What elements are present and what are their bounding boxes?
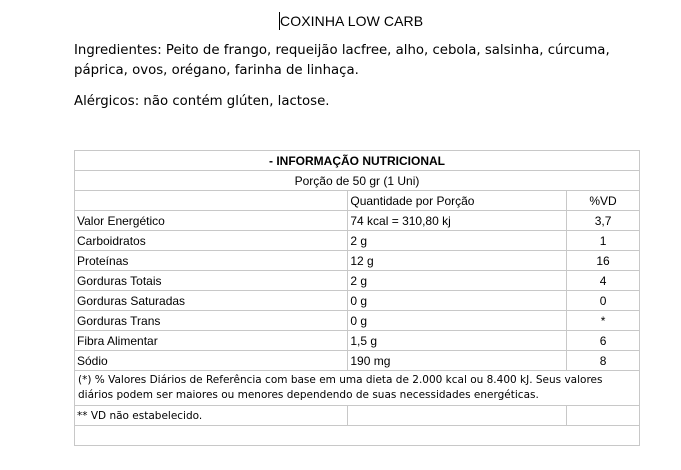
vd-not-established-note: ** VD não estabelecido. xyxy=(75,406,348,426)
nutrient-vd: 16 xyxy=(567,251,640,271)
nutrient-qty: 0 g xyxy=(348,291,567,311)
table-row xyxy=(75,311,640,331)
qty-column-header: Quantidade por Porção xyxy=(348,191,567,211)
nutrient-name: Fibra Alimentar xyxy=(75,331,348,351)
nutrient-vd: * xyxy=(567,311,640,331)
nutrient-vd: 4 xyxy=(567,271,640,291)
nutrient-qty: 190 mg xyxy=(348,351,567,371)
nutrient-vd: 1 xyxy=(567,231,640,251)
vd-footnote: (*) % Valores Diários de Referência com base em uma dieta de 2.000 kcal ou 8.400 kJ. Seus valores diários podem ser maiores ou menores dependendo de suas necessidades energéticas. xyxy=(75,371,640,406)
empty-cell xyxy=(567,406,640,426)
nutrient-vd: 0 xyxy=(567,291,640,311)
table-row xyxy=(75,351,640,371)
nutrient-vd: 6 xyxy=(567,331,640,351)
nutrient-name: Gorduras Trans xyxy=(75,311,348,331)
table-row xyxy=(75,291,640,311)
document-title: COXINHA LOW CARB xyxy=(280,13,424,29)
nutrient-qty: 0 g xyxy=(348,311,567,331)
table-row xyxy=(75,331,640,351)
empty-header-cell xyxy=(75,191,348,211)
table-row xyxy=(75,271,640,291)
nutrient-name: Carboidratos xyxy=(75,231,348,251)
nutrient-qty: 1,5 g xyxy=(348,331,567,351)
empty-cell xyxy=(348,406,567,426)
nutrient-name: Valor Energético xyxy=(75,211,348,231)
nutrient-name: Sódio xyxy=(75,351,348,371)
ingredients-text: Ingredientes: Peito de frango, requeijão lacfree, alho, cebola, salsinha, cúrcuma, páprica, ovos, orégano, farinha de linhaça. xyxy=(74,43,610,78)
empty-footer-row xyxy=(75,426,640,446)
nutrition-table xyxy=(74,150,640,446)
nutrient-vd: 3,7 xyxy=(567,211,640,231)
nutrition-header: - INFORMAÇÃO NUTRICIONAL xyxy=(75,151,640,171)
nutrient-name: Proteínas xyxy=(75,251,348,271)
portion-label: Porção de 50 gr (1 Uni) xyxy=(75,171,640,191)
nutrient-vd: 8 xyxy=(567,351,640,371)
table-row xyxy=(75,211,640,231)
table-row xyxy=(75,231,640,251)
nutrient-qty: 12 g xyxy=(348,251,567,271)
vd-column-header: %VD xyxy=(567,191,640,211)
nutrient-name: Gorduras Totais xyxy=(75,271,348,291)
nutrient-qty: 2 g xyxy=(348,271,567,291)
allergens-text: Alérgicos: não contém glúten, lactose. xyxy=(74,94,330,109)
nutrient-qty: 2 g xyxy=(348,231,567,251)
table-row xyxy=(75,251,640,271)
nutrient-name: Gorduras Saturadas xyxy=(75,291,348,311)
nutrient-qty: 74 kcal = 310,80 kj xyxy=(348,211,567,231)
